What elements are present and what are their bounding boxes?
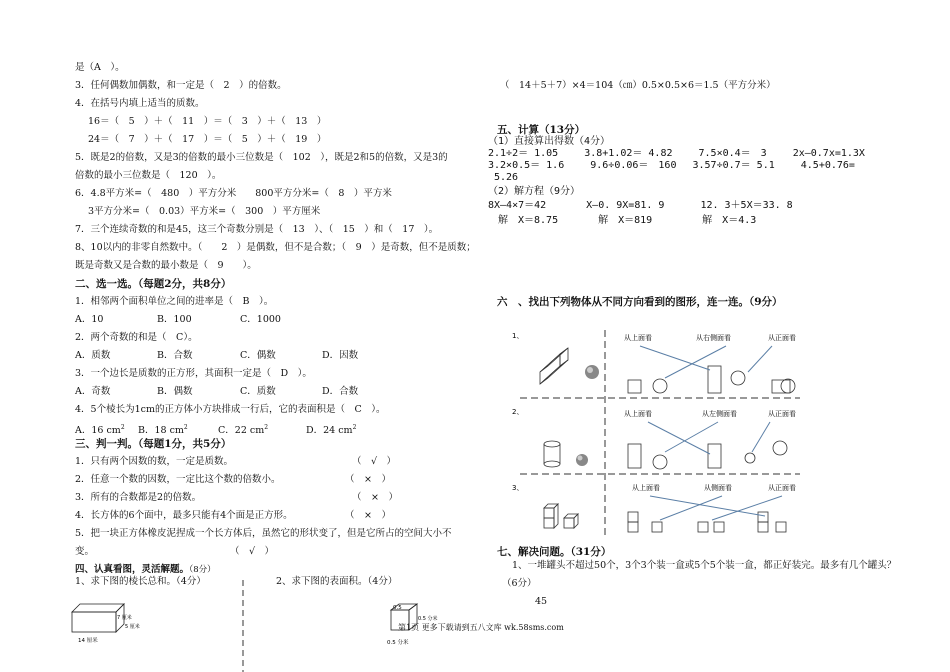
svg-text:0.5: 0.5: [393, 605, 402, 611]
svg-text:1、: 1、: [512, 332, 524, 340]
question-3: 3．任何偶数加偶数，和一定是（ 2 ）的倍数。: [75, 80, 287, 91]
option: B．偶数: [157, 386, 193, 397]
option: A．质数: [75, 350, 111, 361]
calc-row-2: 3.2×0.5＝ 1.6 9.6÷0.06＝ 160 3.57÷0.7＝ 5.1 4.5+0.76=: [488, 160, 855, 171]
option: B．18 $cm^2$: [138, 424, 188, 437]
option: A．奇数: [75, 386, 111, 397]
svg-text:从正面看: 从正面看: [768, 334, 796, 342]
section-6-title: 六 、找出下列物体从不同方向看到的图形，连一连。（9分）: [497, 296, 783, 308]
svg-text:从上面看: 从上面看: [632, 484, 660, 492]
svg-text:0.5 分米: 0.5 分米: [387, 640, 409, 646]
option: B．合数: [157, 350, 193, 361]
svg-text:14 厘米: 14 厘米: [78, 638, 98, 644]
equation-answers: 解 X＝8.75 解 X＝819 解 X＝4.3: [488, 215, 757, 226]
judge-item: 5．把一块正方体橡皮泥捏成一个长方体后，虽然它的形状变了，但是它所占的空间大小不: [75, 528, 452, 539]
choice-q3: 3．一个边长是质数的正方形，其面积一定是（ D ）。: [75, 368, 312, 379]
fold-line: [238, 580, 248, 672]
text-line: 倍数的最小三位数是（ 120 ）。: [75, 170, 222, 181]
svg-text:7 厘米: 7 厘米: [117, 615, 132, 621]
text-line: 是（A ）。: [75, 62, 125, 73]
text-line: 3平方分米=（ 0.03）平方米=（ 300 ）平方厘米: [88, 206, 321, 217]
equation-subtitle: （2）解方程（9分）: [488, 186, 581, 197]
question-7: 7．三个连续奇数的和是45，这三个奇数分别是（ 13 ）、（ 15 ）和（ 17 ）。: [75, 224, 439, 235]
option: D．因数: [322, 350, 359, 361]
answer-line: （ 14＋5＋7）×4＝104（㎝）0.5×0.5×6＝1.5（平方分米）: [500, 80, 776, 91]
question-6: 6．4.8平方米=（ 480 ）平方分米 800平方分米=（ 8 ）平方米: [75, 188, 392, 199]
option: A．16 $cm^2$: [75, 424, 125, 437]
page-footer: 第1页 更多下载请到五八文库 wk.58sms.com: [398, 623, 564, 632]
svg-text:从正面看: 从正面看: [768, 410, 796, 418]
calc-subtitle: （1）直接算出得数（4分）: [488, 136, 611, 147]
judge-answer: （ √ ）: [352, 456, 397, 467]
points-label: （6分）: [502, 578, 537, 589]
judge-answer: （ × ）: [345, 510, 391, 521]
text-line: 24＝（ 7 ）＋（ 17 ）＝（ 5 ）＋（ 19 ）: [88, 134, 327, 145]
svg-text:3、: 3、: [512, 484, 524, 492]
option: C．偶数: [240, 350, 276, 361]
option: C．22 $cm^2$: [218, 424, 269, 437]
judge-answer: （ × ）: [345, 474, 391, 485]
problem-2: 2、求下图的表面积。（4分）: [276, 576, 398, 587]
judge-item: 2．任意一个数的因数，一定比这个数的倍数小。: [75, 474, 281, 485]
section-7-title: 七、解决问题。（31分）: [497, 546, 612, 558]
section-2-title: 二、选一选。（每题2分，共8分）: [75, 278, 232, 290]
option: B．100: [157, 314, 192, 325]
option: D．24 $cm^2$: [306, 424, 357, 437]
choice-q4: 4．5个棱长为1cm的正方体小方块排成一行后，它的表面积是（ C ）。: [75, 404, 386, 415]
section-4-title: 四、认真看图，灵活解题。（8分）: [75, 564, 216, 575]
section-3-title: 三、判一判。（每题1分，共5分）: [75, 438, 232, 450]
judge-item: 变。: [75, 546, 95, 557]
svg-text:2、: 2、: [512, 408, 524, 416]
equation-row: 8X—4×7＝42 X—0. 9X=81. 9 12. 3＋5X＝33. 8: [488, 200, 793, 211]
svg-text:从正面看: 从正面看: [768, 484, 796, 492]
views-diagram: [500, 326, 820, 541]
answer-value: 45: [535, 596, 548, 607]
svg-text:从上面看: 从上面看: [624, 410, 652, 418]
choice-q1: 1．相邻两个面积单位之间的进率是（ B ）。: [75, 296, 274, 307]
text-line: 16＝（ 5 ）＋（ 11 ）＝（ 3 ）＋（ 13 ）: [88, 116, 327, 127]
judge-item: 4．长方体的6个面中，最多只能有4个面是正方形。: [75, 510, 293, 521]
svg-text:0.5 分米: 0.5 分米: [418, 616, 438, 622]
question-5: 5．既是2的倍数，又是3的倍数的最小三位数是（ 102 ），既是2和5的倍数，又是3的: [75, 152, 448, 163]
choice-q2: 2．两个奇数的和是（ C）。: [75, 332, 198, 343]
svg-text:从上面看: 从上面看: [624, 334, 652, 342]
question-8: 8、10以内的非零自然数中。（ 2 ）是偶数，但不是合数；（ 9 ）是奇数，但不是质数；: [75, 242, 476, 253]
text-line: 既是奇数又是合数的最小数是（ 9 ）。: [75, 260, 257, 271]
word-problem-1: 1、一堆罐头不超过50个，3个3个装一盒或5个5个装一盒，都正好装完。最多有几个罐头？: [512, 560, 897, 571]
option: A．10: [75, 314, 104, 325]
svg-text:从右侧面看: 从右侧面看: [696, 334, 731, 342]
option: D．合数: [322, 386, 359, 397]
calc-row-3: 5.26: [494, 172, 519, 183]
svg-text:从左侧面看: 从左侧面看: [702, 410, 737, 418]
option: C．质数: [240, 386, 276, 397]
judge-answer: （ √ ）: [230, 546, 275, 557]
judge-item: 3．所有的合数都是2的倍数。: [75, 492, 202, 503]
problem-1: 1、求下图的棱长总和。（4分）: [75, 576, 206, 587]
judge-item: 1．只有两个因数的数，一定是质数。: [75, 456, 234, 467]
option: C．1000: [240, 314, 281, 325]
cuboid-figure: [68, 596, 138, 646]
svg-text:5 厘米: 5 厘米: [125, 624, 140, 630]
question-4: 4．在括号内填上适当的质数。: [75, 98, 205, 109]
judge-answer: （ × ）: [352, 492, 398, 503]
svg-text:从侧面看: 从侧面看: [704, 484, 732, 492]
calc-row-1: 2.1÷2＝ 1.05 3.8+1.02＝ 4.82 7.5×0.4＝ 3 2x—0.7x=1.3X: [488, 148, 865, 159]
section-5-title: 五、计算（13分）: [497, 124, 586, 136]
